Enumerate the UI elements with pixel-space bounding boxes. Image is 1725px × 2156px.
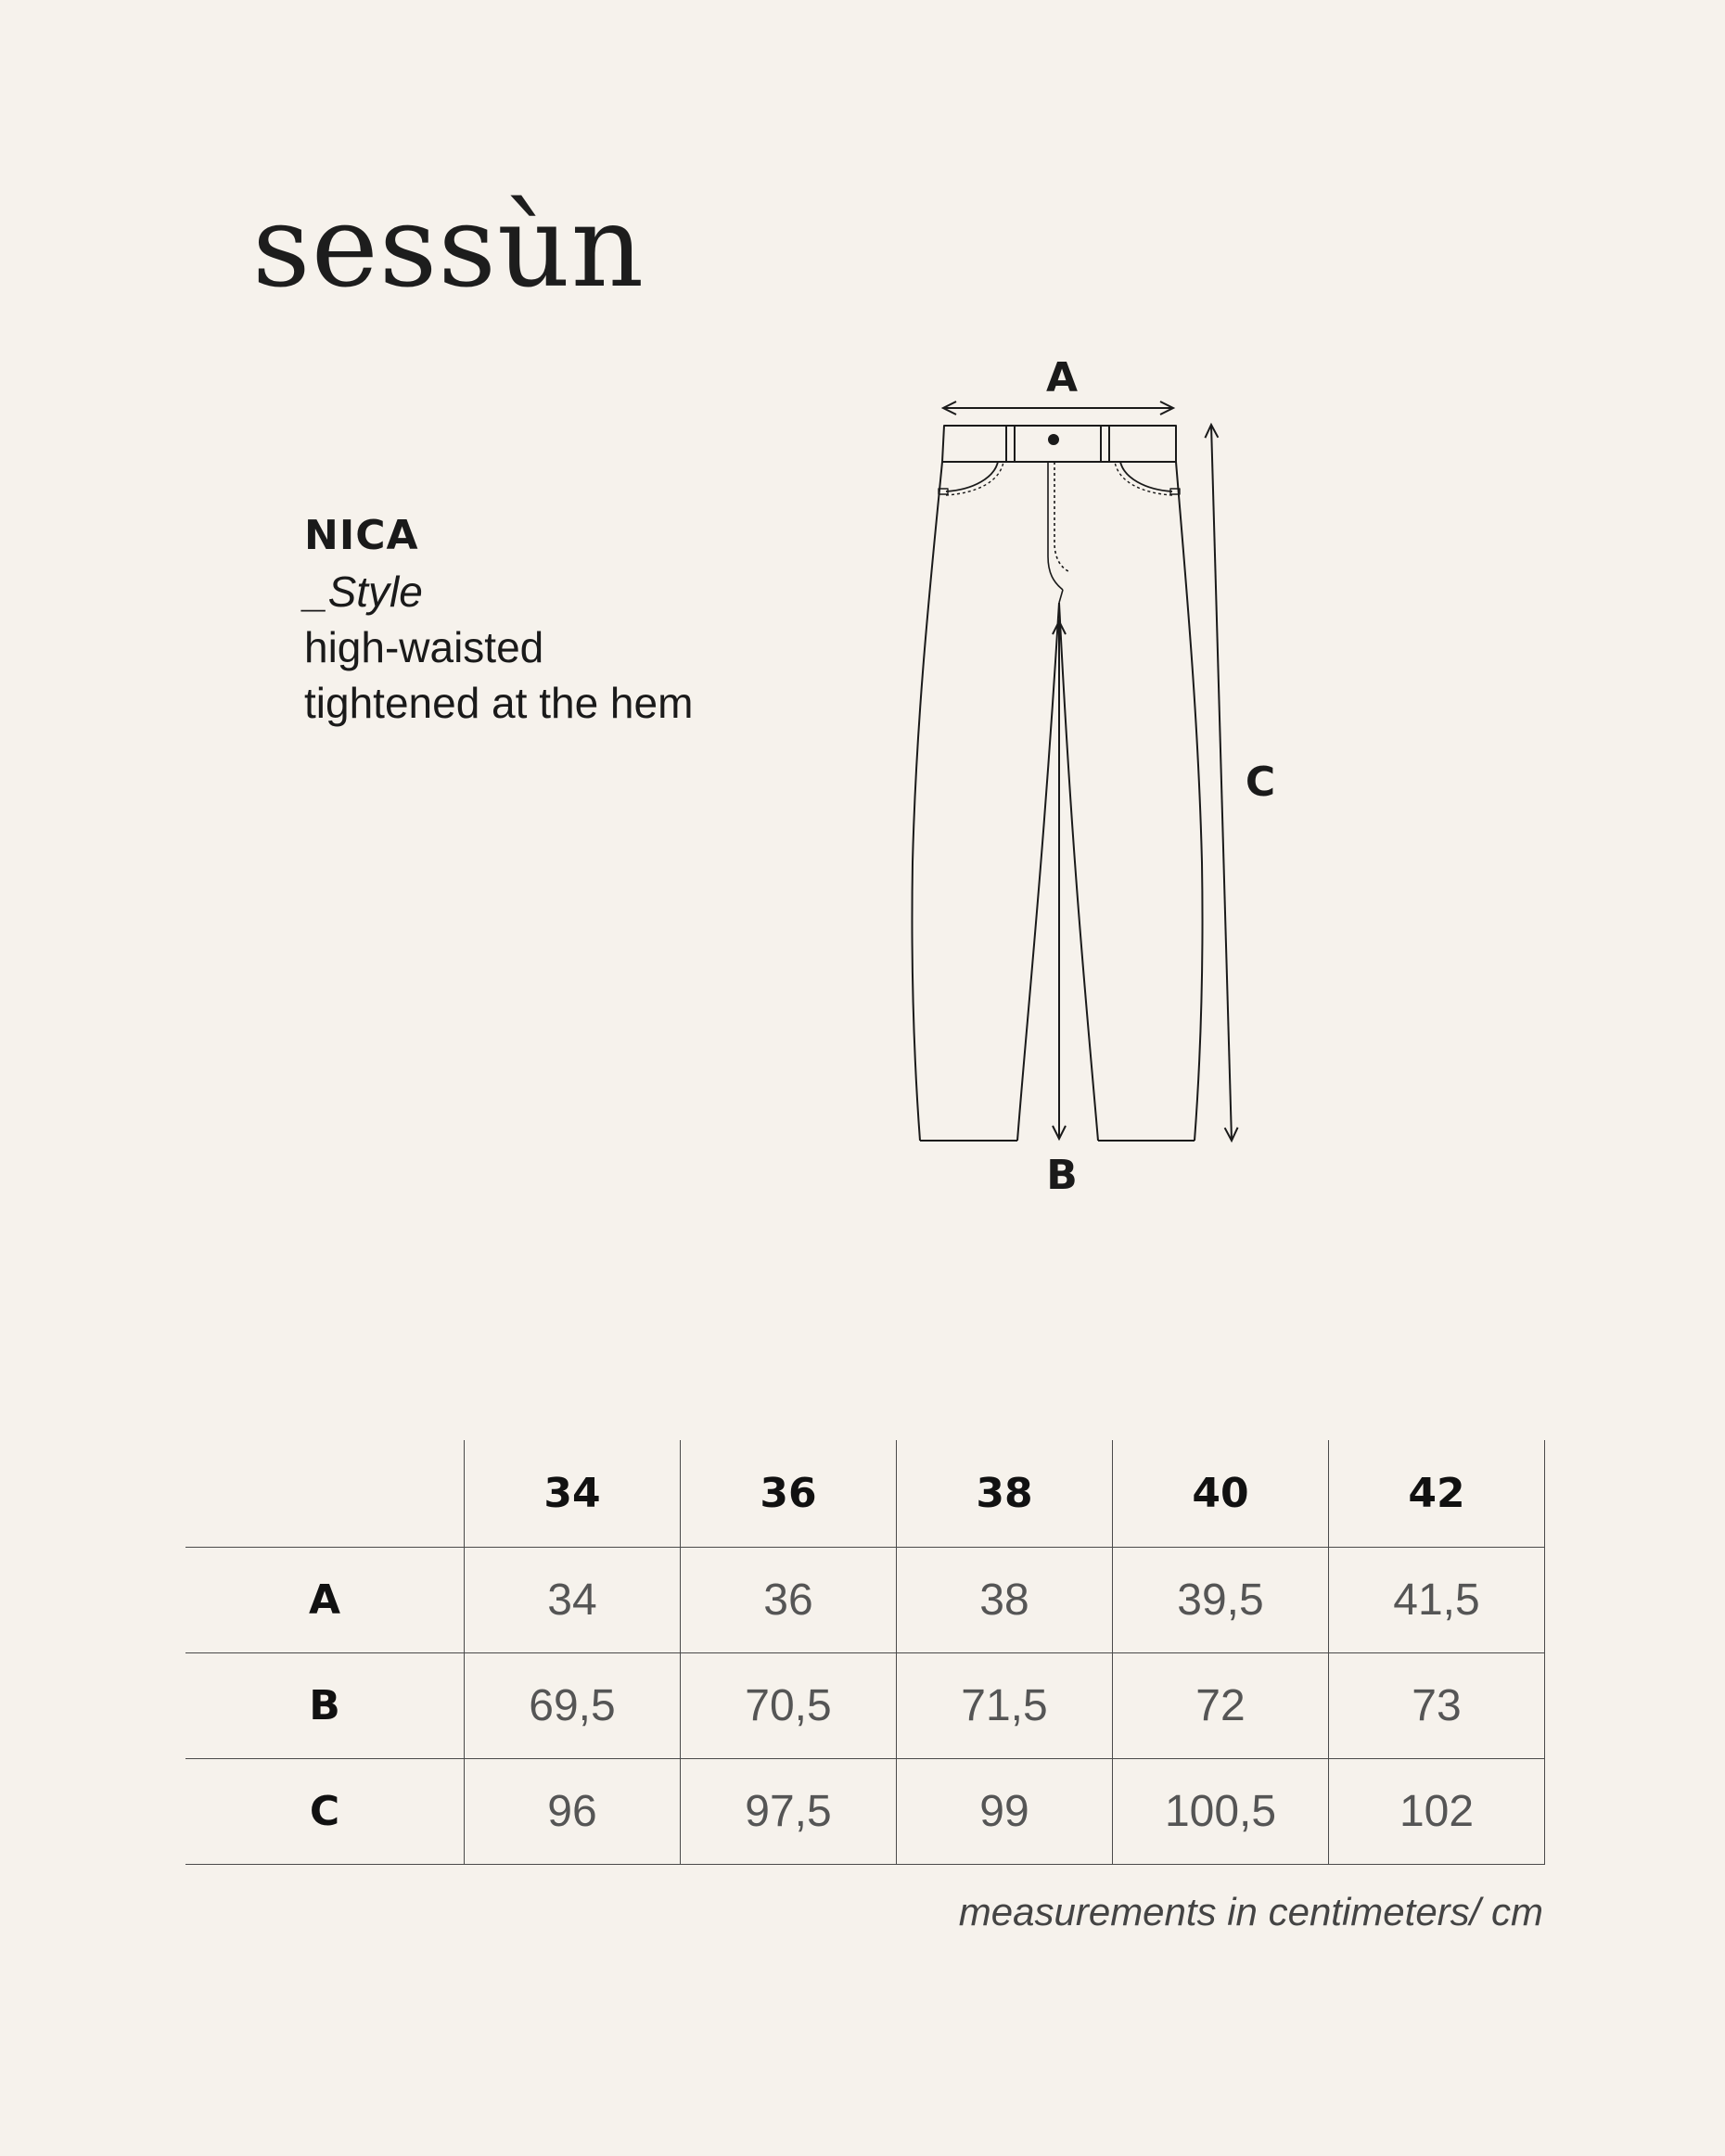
table-row [185,1653,1545,1759]
size-header-38: 38 [897,1440,1113,1548]
size-header-42: 42 [1329,1440,1545,1548]
size-chart-table [185,1440,1545,1865]
table-cell: 100,5 [1113,1759,1329,1865]
feature-tightened-hem: tightened at the hem [304,679,694,727]
feature-high-waisted: high-waisted [304,623,544,671]
table-cell: 97,5 [681,1759,897,1865]
product-info [304,508,693,731]
trousers-diagram [872,343,1354,1215]
table-cell: 102 [1329,1759,1545,1865]
table-row [185,1759,1545,1865]
table-cell: 39,5 [1113,1548,1329,1653]
row-label-a: A [308,1576,341,1624]
style-label: _Style [304,568,423,616]
table-cell: 71,5 [897,1653,1113,1759]
measurement-unit-note: measurements in centimeters/ cm [958,1890,1543,1933]
table-cell: 70,5 [681,1653,897,1759]
table-cell: 41,5 [1329,1548,1545,1653]
measurement-arrows [943,408,1232,1141]
row-label-c: C [309,1788,340,1835]
table-cell: 34 [465,1548,681,1653]
table-cell: 96 [465,1759,681,1865]
size-header-40: 40 [1113,1440,1329,1548]
arrow-c [1211,425,1232,1141]
table-cell: 69,5 [465,1653,681,1759]
row-label-b: B [309,1682,340,1729]
table-cell: 73 [1329,1653,1545,1759]
table-cell: 36 [681,1548,897,1653]
table-cell: 72 [1113,1653,1329,1759]
trousers-outline [912,426,1202,1141]
size-header-row [185,1440,1545,1548]
product-name: NICA [304,512,419,559]
table-row [185,1548,1545,1653]
header-corner [185,1440,465,1548]
label-b: B [1046,1152,1078,1199]
size-header-36: 36 [681,1440,897,1548]
size-header-34: 34 [465,1440,681,1548]
label-a: A [1045,354,1079,402]
table-cell: 99 [897,1759,1113,1865]
label-c: C [1245,759,1276,806]
table-cell: 38 [897,1548,1113,1653]
brand-logo: sessùn [252,181,645,313]
